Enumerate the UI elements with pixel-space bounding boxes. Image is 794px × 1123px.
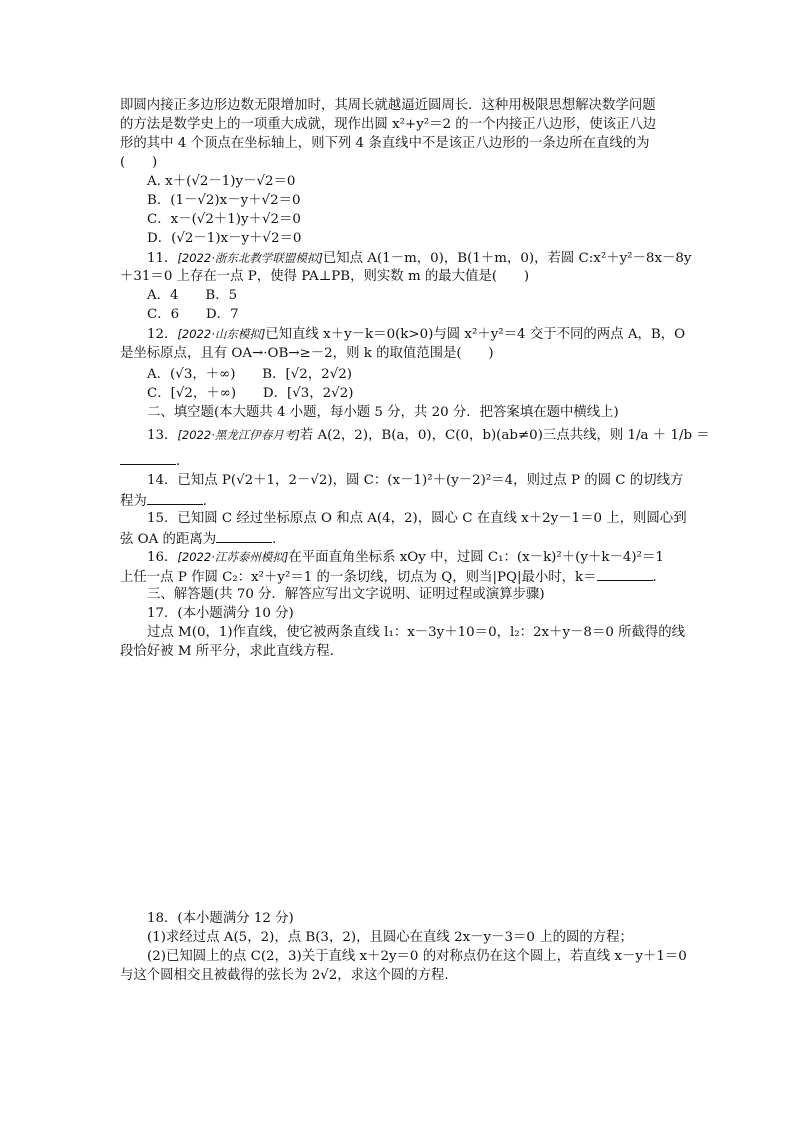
section-2-heading: 二、填空题(本大题共 4 小题，每小题 5 分，共 20 分．把答案填在题中横线上) <box>147 405 619 420</box>
q18-part-1: (1)求经过点 A(5，2)，点 B(3，2)，且圆心在直线 2x－y－3＝0 上的圆的方程； <box>147 930 633 945</box>
q16-end: ． <box>652 570 666 585</box>
q17-line-1: 过点 M(0，1)作直线，使它被两条直线 l₁：x－3y＋10＝0，l₂：2x＋y－8＝0 所截得的线 <box>147 625 686 640</box>
intro-line-1: 即圆内接正多边形边数无限增加时，其周长就越逼近圆周长．这种用极限思想解决数学问题 <box>120 98 656 113</box>
q11-options-ab: A．4 B．5 <box>147 288 238 303</box>
q18-part-2-line-2: 与这个圆相交且被截得的弦长为 2√2，求这个圆的方程． <box>120 968 458 983</box>
q12-line-1 <box>147 325 685 344</box>
q11-text-1: 已知点 A(1－m，0)，B(1＋m，0)，若圆 C:x²＋y²－8x－8y <box>322 251 692 266</box>
q15-line-1: 15．已知圆 C 经过坐标原点 O 和点 A(4，2)，圆心 C 在直线 x＋2y－1＝0 上，则圆心到 <box>147 511 687 526</box>
q12-line-2: 是坐标原点，且有 OA→·OB→≥－2，则 k 的取值范围是( ) <box>120 346 494 361</box>
q16-answer-blank[interactable] <box>597 567 653 581</box>
q11-number: 11． <box>147 251 178 266</box>
q18-part-2-line-1: (2)已知圆上的点 C(2，3)关于直线 x＋2y＝0 的对称点仍在这个圆上，若直线 x－y＋1＝0 <box>147 949 687 964</box>
q14-answer-blank[interactable] <box>147 491 203 505</box>
q15-text-2: 弦 OA 的距离为 <box>120 532 217 547</box>
q15-line-2 <box>120 529 286 549</box>
q13-answer-blank[interactable] <box>120 451 176 465</box>
q16-source: [2022·江苏泰州模拟] <box>177 550 289 564</box>
q18-heading: 18．(本小题满分 12 分) <box>147 911 294 926</box>
q14-end: ． <box>202 494 217 509</box>
q17-heading: 17．(本小题满分 10 分) <box>147 606 294 621</box>
q16-text-2: 上任一点 P 作圆 C₂：x²＋y²＝1 的一条切线，切点为 Q，则当|PQ|最小时，k＝ <box>120 570 597 585</box>
q15-answer-blank[interactable] <box>216 529 272 543</box>
q13-number: 13． <box>147 428 178 443</box>
q14-line-1: 14．已知点 P(√2＋1，2－√2)，圆 C：(x－1)²＋(y－2)²＝4，则过点 P 的圆 C 的切线方 <box>147 473 684 488</box>
q13-line-1 <box>147 426 710 445</box>
q12-number: 12． <box>147 327 178 342</box>
q10-option-d: D．(√2－1)x－y＋√2＝0 <box>147 231 302 246</box>
q11-options-cd: C．6 D．7 <box>147 307 239 322</box>
intro-line-4: ( ) <box>120 155 158 170</box>
q11-line-1 <box>147 249 691 268</box>
q10-option-b: B．(1－√2)x－y＋√2＝0 <box>147 193 301 208</box>
q16-line-2 <box>120 567 666 587</box>
q12-options-cd: C．[√2，＋∞) D．[√3，2√2) <box>147 386 354 401</box>
q12-source: [2022·山东模拟] <box>177 327 266 341</box>
q11-source: [2022·浙东北教学联盟模拟] <box>177 251 323 265</box>
q13-source: [2022·黑龙江伊春月考] <box>177 428 300 442</box>
q16-number: 16． <box>147 550 178 565</box>
q12-options-ab: A．(√3，＋∞) B．[√2，2√2) <box>147 367 352 382</box>
intro-line-3: 形的其中 4 个顶点在坐标轴上，则下列 4 条直线中不是该正八边形的一条边所在直线的为 <box>120 136 650 151</box>
intro-line-2: 的方法是数学史上的一项重大成就，现作出圆 x²+y²＝2 的一个内接正八边形，使该正八边 <box>120 117 657 132</box>
q17-line-2: 段恰好被 M 所平分，求此直线方程． <box>120 644 344 659</box>
q13-text: 若 A(2，2)，B(a，0)，C(0，b)(ab≠0)三点共线，则 1/a ＋ 1/b ＝ <box>299 428 710 443</box>
q13-end: ． <box>176 454 190 469</box>
q14-text-2: 程为 <box>120 494 147 509</box>
q12-text-1: 已知直线 x＋y－k＝0(k>0)与圆 x²＋y²＝4 交于不同的两点 A，B，O <box>265 327 686 342</box>
q11-line-2: ＋31＝0 上存在一点 P，使得 PA⊥PB，则实数 m 的最大值是( ) <box>120 269 530 284</box>
q14-line-2 <box>120 491 216 511</box>
q13-line-2 <box>120 451 189 471</box>
q10-option-a: A. x＋(√2－1)y－√2＝0 <box>147 174 296 189</box>
section-3-heading: 三、解答题(共 70 分．解答应写出文字说明、证明过程或演算步骤) <box>147 587 545 602</box>
q15-end: ． <box>272 532 286 547</box>
q16-text-1: 在平面直角坐标系 xOy 中，过圆 C₁：(x－k)²＋(y＋k－4)²＝1 <box>288 550 664 565</box>
q10-option-c: C．x－(√2＋1)y＋√2＝0 <box>147 212 301 227</box>
q16-line-1 <box>147 548 664 567</box>
